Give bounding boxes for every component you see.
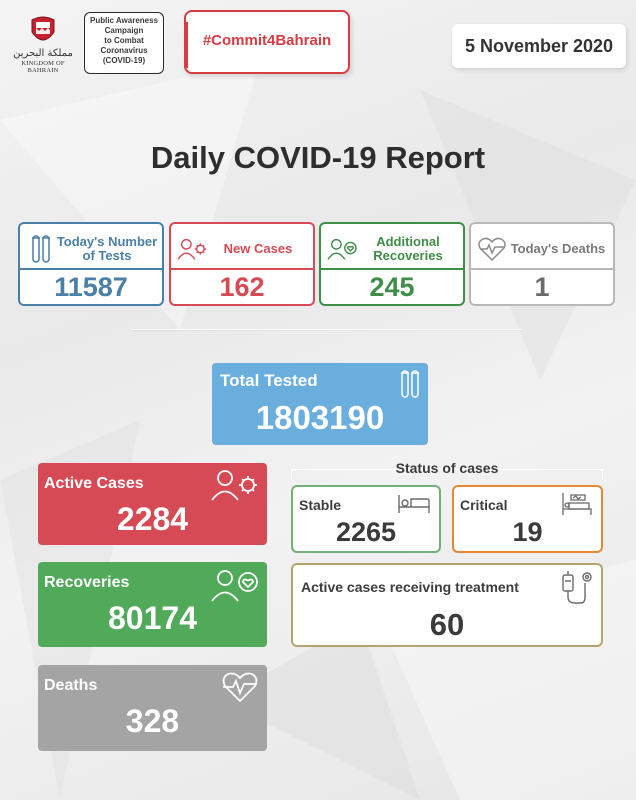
additional-recoveries-value: 245 bbox=[369, 272, 415, 302]
new-cases-card bbox=[169, 222, 315, 306]
kingdom-arabic-text: مملكة البحرين bbox=[13, 48, 73, 59]
stable-value: 2265 bbox=[335, 517, 397, 547]
campaign-badge bbox=[84, 12, 164, 74]
total-tested-label: Total Tested bbox=[220, 371, 318, 390]
heartbeat-icon bbox=[477, 236, 507, 262]
todays-deaths-card bbox=[469, 222, 615, 306]
person-heart-icon bbox=[327, 237, 357, 261]
critical-label: Critical bbox=[460, 497, 508, 513]
section-divider bbox=[132, 329, 522, 330]
card-divider bbox=[20, 268, 162, 270]
treatment-value: 60 bbox=[429, 607, 465, 642]
card-divider bbox=[171, 268, 313, 270]
page-title: Daily COVID-19 Report bbox=[150, 140, 486, 175]
additional-recoveries-card bbox=[319, 222, 465, 306]
critical-box bbox=[452, 485, 603, 553]
person-virus-icon bbox=[177, 237, 207, 261]
campaign-line: Coronavirus bbox=[100, 46, 148, 55]
stable-label: Stable bbox=[299, 497, 342, 513]
critical-value: 19 bbox=[512, 517, 543, 547]
campaign-line: to Combat bbox=[104, 36, 144, 45]
additional-recoveries-label: Additional Recoveries bbox=[373, 234, 443, 263]
todays-deaths-value: 1 bbox=[534, 272, 550, 302]
deaths-value: 328 bbox=[125, 703, 180, 739]
total-tested-value: 1803190 bbox=[255, 399, 385, 436]
hashtag-text: #Commit4Bahrain bbox=[202, 32, 332, 49]
recoveries-block bbox=[38, 562, 267, 647]
campaign-line: Campaign bbox=[104, 26, 144, 35]
campaign-line: Public Awareness bbox=[89, 16, 159, 25]
tests-label: Today's Number of Tests bbox=[56, 234, 158, 263]
tests-card bbox=[18, 222, 164, 306]
new-cases-value: 162 bbox=[219, 272, 265, 302]
report-date: 5 November 2020 bbox=[452, 24, 626, 68]
iv-drip-icon bbox=[559, 569, 593, 612]
treatment-box bbox=[291, 563, 603, 647]
card-divider bbox=[321, 268, 463, 270]
kingdom-english-text: KINGDOM OF BAHRAIN bbox=[21, 60, 65, 74]
active-cases-value: 2284 bbox=[116, 501, 189, 537]
stable-box bbox=[291, 485, 441, 553]
treatment-label: Active cases receiving treatment bbox=[301, 579, 519, 595]
active-cases-label: Active Cases bbox=[44, 475, 144, 492]
status-title: Status of cases bbox=[395, 460, 499, 476]
new-cases-label: New Cases bbox=[223, 241, 293, 256]
campaign-line: (COVID-19) bbox=[102, 56, 146, 65]
deaths-block bbox=[38, 665, 267, 751]
bahrain-logo bbox=[6, 14, 80, 80]
active-cases-block bbox=[38, 463, 267, 545]
todays-deaths-label: Today's Deaths bbox=[510, 241, 606, 256]
test-tubes-icon bbox=[26, 234, 56, 264]
hashtag-badge bbox=[184, 10, 350, 74]
total-tested-block bbox=[212, 363, 428, 445]
bed-icon bbox=[397, 491, 431, 520]
tests-value: 11587 bbox=[54, 272, 128, 302]
deaths-label: Deaths bbox=[44, 677, 98, 694]
recoveries-value: 80174 bbox=[108, 600, 197, 636]
coat-of-arms-icon bbox=[28, 14, 58, 48]
recoveries-label: Recoveries bbox=[44, 574, 130, 591]
card-divider bbox=[471, 268, 613, 270]
